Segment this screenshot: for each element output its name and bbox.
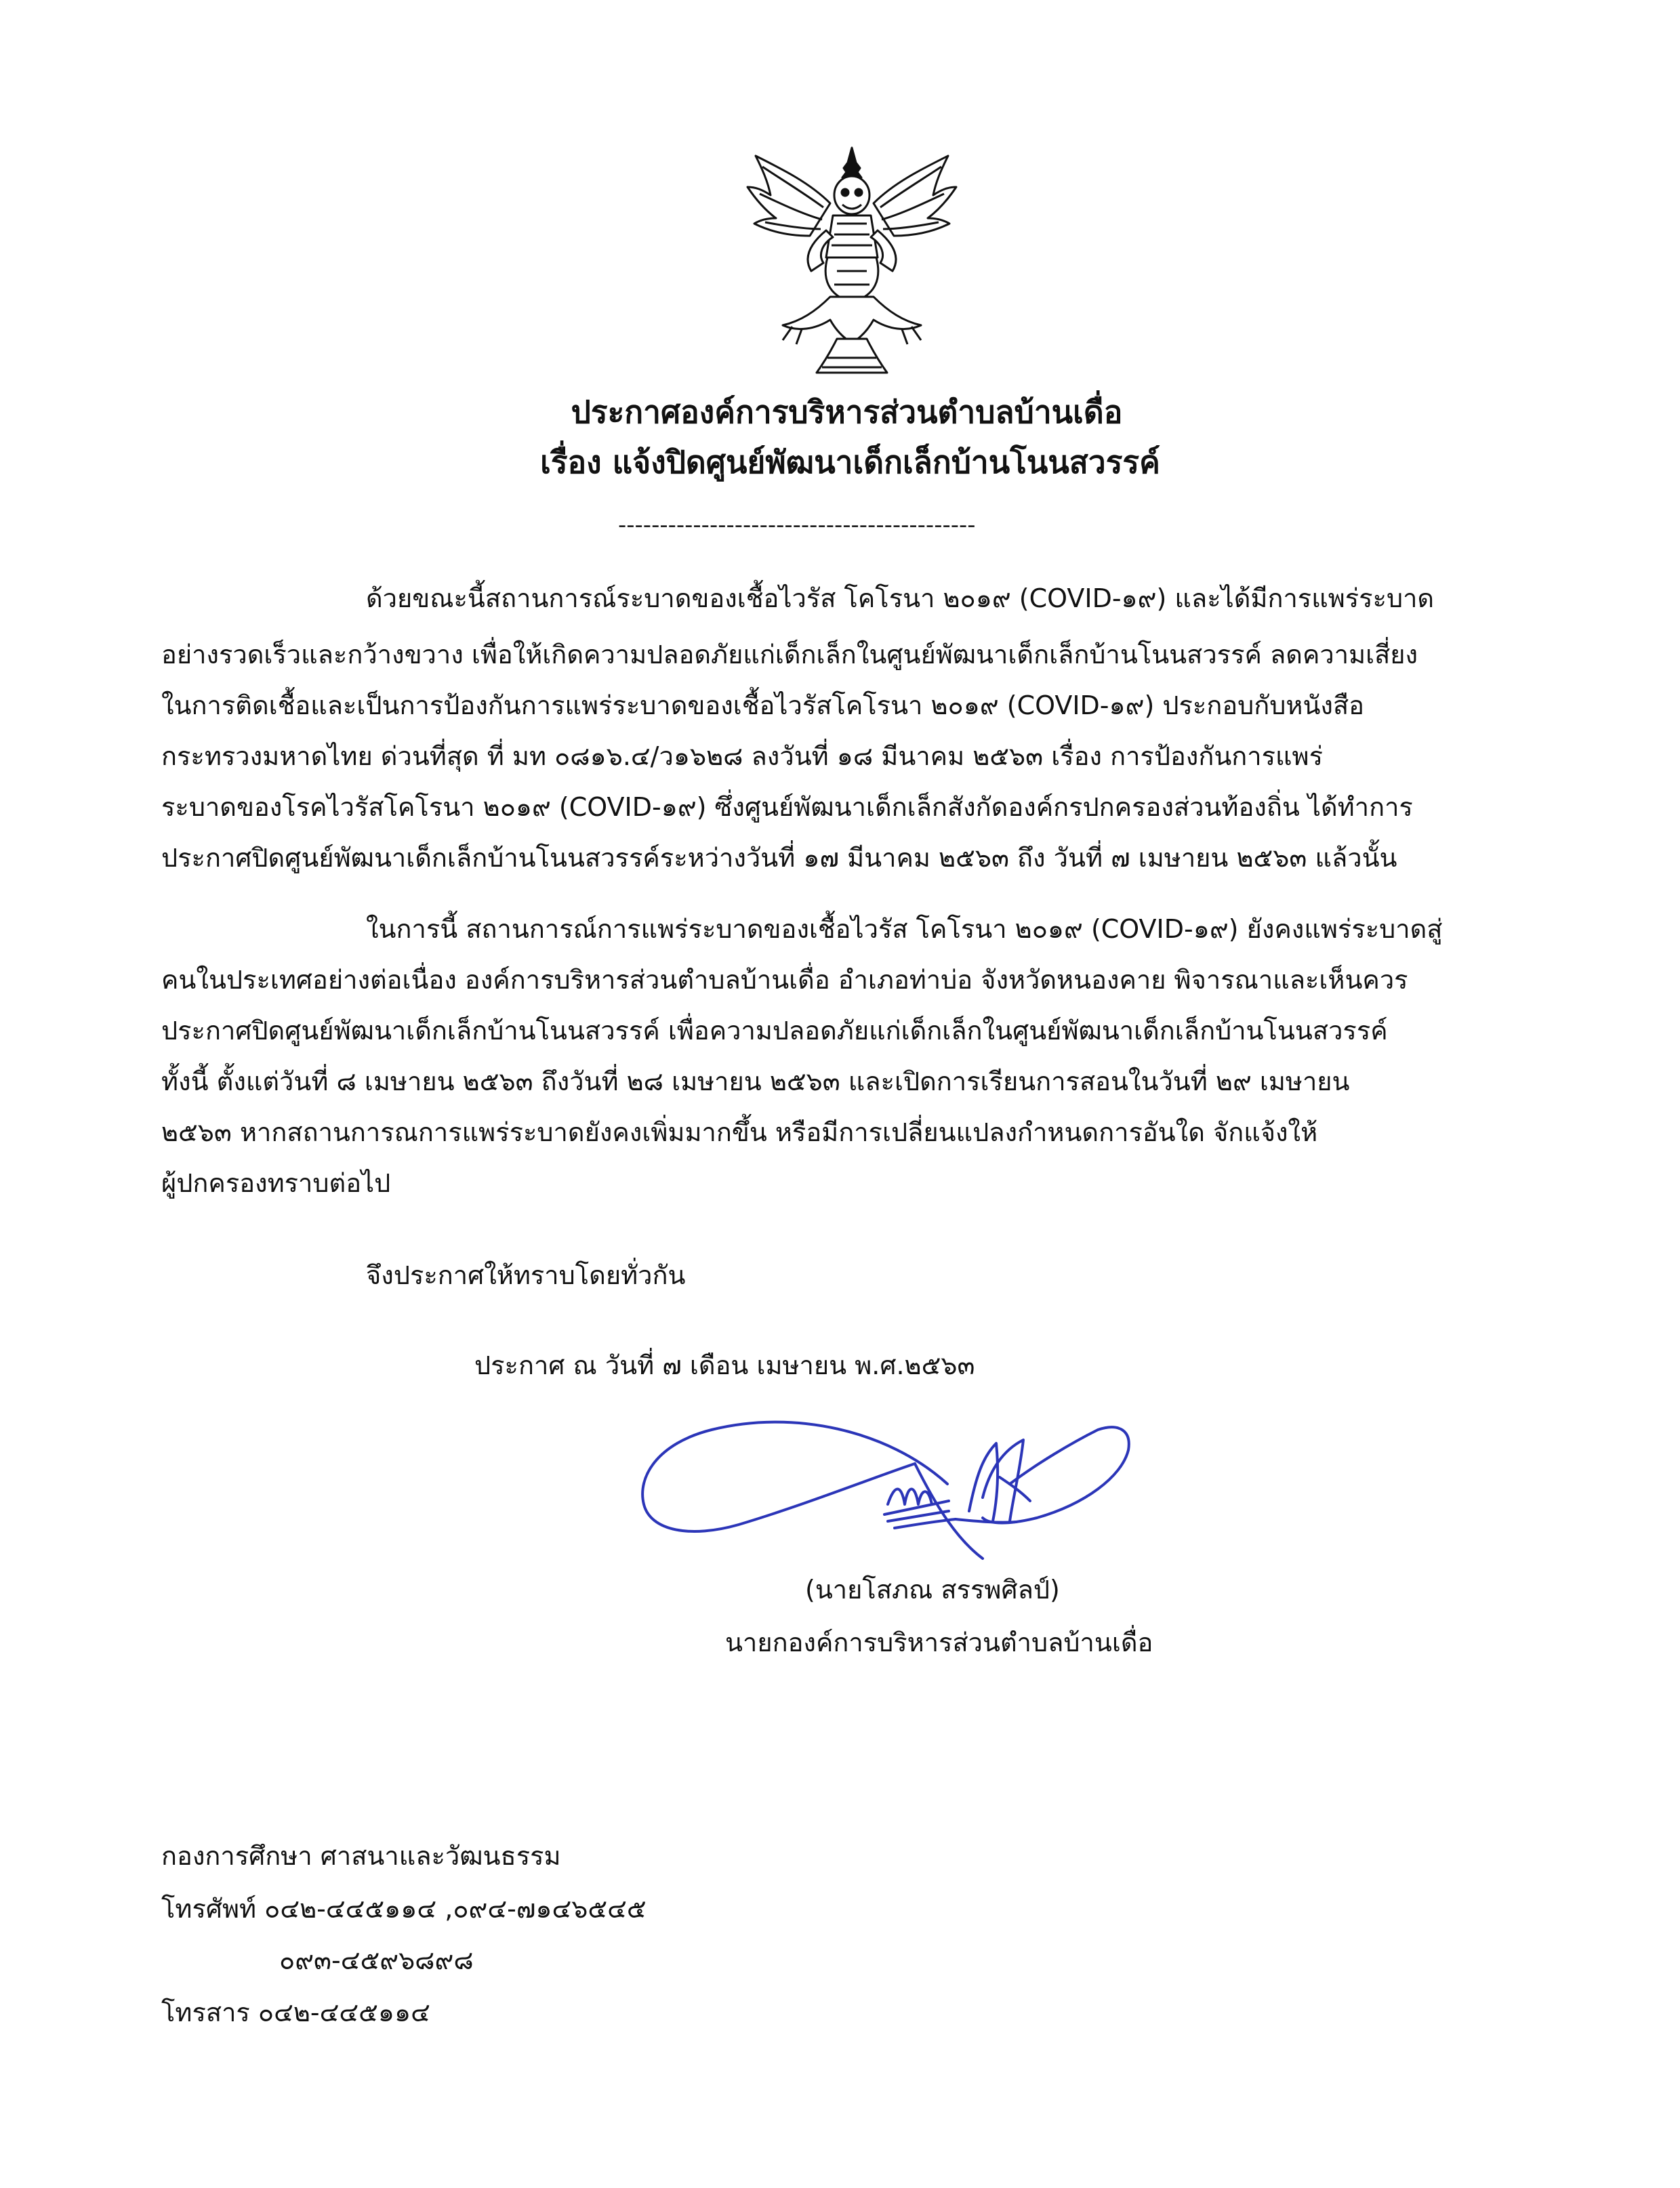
title-divider: ------------------------------------------- — [618, 512, 976, 539]
paragraph-2-line: ผู้ปกครองทราบต่อไป — [161, 1168, 391, 1198]
contact-phone-secondary: ๐๙๓-๔๕๙๖๘๙๘ — [279, 1945, 474, 1975]
paragraph-2-line: ๒๕๖๓ หากสถานการณการแพร่ระบาดยังคงเพิ่มมากขึ้น หรือมีการเปลี่ยนแปลงกำหนดการอันใด จักแจ้งให้ — [161, 1117, 1318, 1147]
paragraph-1-line: ประกาศปิดศูนย์พัฒนาเด็กเล็กบ้านโนนสวรรค์ระหว่างวันที่ ๑๗ มีนาคม ๒๕๖๓ ถึง วันที่ ๗ เมษายน ๒๕๖๓ แล้วนั้น — [161, 843, 1397, 873]
paragraph-1-line: ระบาดของโรคไวรัสโคโรนา ๒๐๑๙ (COVID-๑๙) ซึ่งศูนย์พัฒนาเด็กเล็กสังกัดองค์กรปกครองส่วนท้องถิ่น ได้ทำการ — [161, 792, 1413, 822]
paragraph-2-line: ประกาศปิดศูนย์พัฒนาเด็กเล็กบ้านโนนสวรรค์ เพื่อความปลอดภัยแก่เด็กเล็กในศูนย์พัฒนาเด็กเล็กบ้านโนนสวรรค์ — [161, 1016, 1388, 1046]
contact-phone: โทรศัพท์ ๐๔๒-๔๔๕๑๑๔ ,๐๙๔-๗๑๔๖๕๔๕ — [161, 1894, 647, 1924]
paragraph-1-line: ด้วยขณะนี้สถานการณ์ระบาดของเชื้อไวรัส โคโรนา ๒๐๑๙ (COVID-๑๙) และได้มีการแพร่ระบาด — [366, 583, 1435, 613]
garuda-emblem-icon — [735, 142, 969, 379]
closing-statement: จึงประกาศให้ทราบโดยทั่วกัน — [366, 1260, 686, 1290]
signatory-position: นายกองค์การบริหารส่วนตำบลบ้านเดื่อ — [725, 1628, 1153, 1657]
announcement-date: ประกาศ ณ วันที่ ๗ เดือน เมษายน พ.ศ.๒๕๖๓ — [474, 1350, 975, 1380]
contact-department: กองการศึกษา ศาสนาและวัฒนธรรม — [161, 1841, 561, 1871]
paragraph-2-line: คนในประเทศอย่างต่อเนื่อง องค์การบริหารส่วนตำบลบ้านเดื่อ อำเภอท่าบ่อ จังหวัดหนองคาย พิจารณาและเห็นควร — [161, 965, 1408, 995]
paragraph-2-line: ในการนี้ สถานการณ์การแพร่ระบาดของเชื้อไวรัส โคโรนา ๒๐๑๙ (COVID-๑๙) ยังคงแพร่ระบาดสู่ — [366, 914, 1443, 944]
contact-fax: โทรสาร ๐๔๒-๔๔๕๑๑๔ — [161, 1998, 430, 2027]
handwritten-signature — [630, 1403, 1159, 1579]
announcement-title: ประกาศองค์การบริหารส่วนตำบลบ้านเดื่อ — [571, 394, 1123, 430]
signatory-name: (นายโสภณ สรรพศิลป์) — [805, 1575, 1060, 1605]
paragraph-1-line: กระทรวงมหาดไทย ด่วนที่สุด ที่ มท ๐๘๑๖.๔/ว๑๖๒๘ ลงวันที่ ๑๘ มีนาคม ๒๕๖๓ เรื่อง การป้องกันการแพร่ — [161, 741, 1324, 771]
paragraph-1-line: อย่างรวดเร็วและกว้างขวาง เพื่อให้เกิดความปลอดภัยแก่เด็กเล็กในศูนย์พัฒนาเด็กเล็กบ้านโนนสวรรค์ ลดความเสี่ยง — [161, 640, 1418, 669]
paragraph-2-line: ทั้งนี้ ตั้งแต่วันที่ ๘ เมษายน ๒๕๖๓ ถึงวันที่ ๒๘ เมษายน ๒๕๖๓ และเปิดการเรียนการสอนในวันที่ ๒๙ เมษายน — [161, 1067, 1350, 1096]
paragraph-1-line: ในการติดเชื้อและเป็นการป้องกันการแพร่ระบาดของเชื้อไวรัสโคโรนา ๒๐๑๙ (COVID-๑๙) ประกอบกับหนังสือ — [161, 690, 1364, 720]
announcement-subject: เรื่อง แจ้งปิดศูนย์พัฒนาเด็กเล็กบ้านโนนสวรรค์ — [540, 444, 1160, 480]
